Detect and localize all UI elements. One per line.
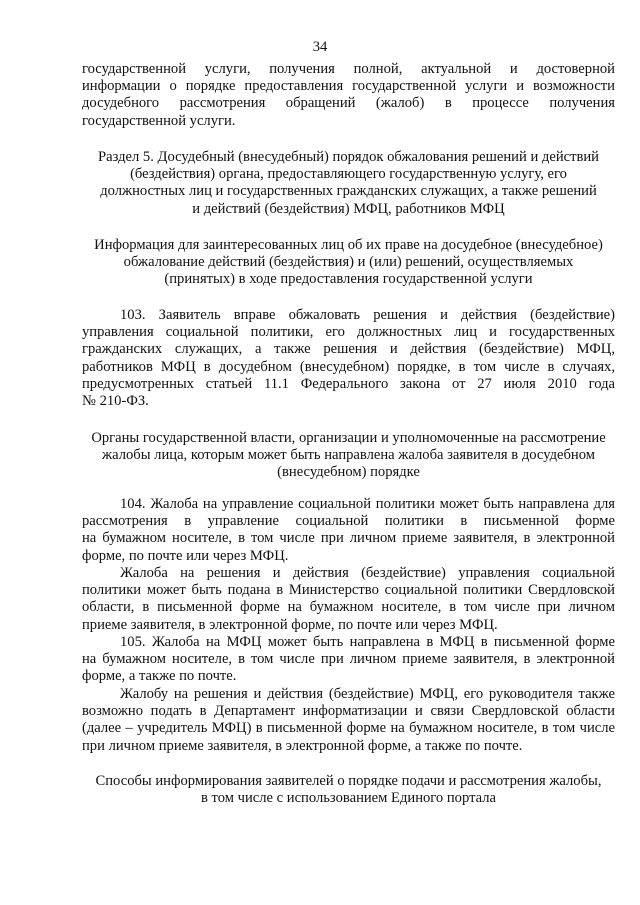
text-line: информации о порядке предоставления государственной услуги и возможности: [82, 78, 615, 95]
text-line: Жалобу на решения и действия (бездействие) МФЦ, его руководителя также: [120, 686, 615, 702]
heading-line: жалобы лица, которым может быть направлена жалоба заявителя в досудебном: [102, 447, 595, 464]
text-line: (далее – учредитель МФЦ) в письменной форме на бумажном носителе, в том числе: [82, 720, 615, 737]
text-line: политики может быть подана в Министерство социальной политики Свердловской: [82, 582, 615, 599]
heading-line: (внесудебном) порядке: [277, 464, 420, 481]
text-line: управления социальной политики, его должностных лиц и государственных: [82, 324, 615, 341]
text-line: гражданских служащих, а также решения и действия (бездействие) МФЦ,: [82, 341, 615, 358]
subsection-heading-bodies: [82, 430, 615, 482]
text-line: форме, а также по почте.: [82, 668, 237, 685]
heading-line: (бездействия) органа, предоставляющего государственную услугу, его: [130, 166, 567, 183]
heading-line: в том числе с использованием Единого портала: [200, 790, 497, 807]
text-line: на бумажном носителе, в том числе при личном приеме заявителя, в электронной: [82, 651, 615, 668]
heading-line: обжалование действий (бездействия) и (или) решений, осуществляемых: [123, 254, 574, 271]
text-line: 104. Жалоба на управление социальной политики может быть направлена для: [120, 496, 615, 512]
text-line: государственной услуги, получения полной, актуальной и достоверной: [82, 61, 615, 77]
heading-line: (принятых) в ходе предоставления государственной услуги: [164, 271, 533, 288]
paragraph-intro-continuation: [82, 61, 615, 130]
paragraph-104-continued: [82, 565, 615, 634]
text-line: приеме заявителя, в электронной форме, по почте или через МФЦ.: [82, 616, 498, 633]
text-line: предусмотренных статьей 11.1 Федерального закона от 27 июля 2010 года: [82, 375, 615, 392]
text-line: 105. Жалоба на МФЦ может быть направлена в МФЦ в письменной форме: [120, 634, 615, 650]
text-line: Жалоба на решения и действия (бездействие) управления социальной: [120, 565, 615, 581]
paragraph-105-continued: [82, 686, 615, 755]
text-line: области, в письменной форме на бумажном носителе, в том числе при личном: [82, 599, 615, 616]
paragraph-104: [82, 496, 615, 565]
text-line: работников МФЦ в досудебном (внесудебном) порядке, в том числе в случаях,: [82, 358, 615, 375]
text-line: форме, по почте или через МФЦ.: [82, 547, 289, 564]
text-line: государственной услуги.: [82, 112, 236, 129]
page-number: 34: [312, 39, 328, 55]
text-line: на бумажном носителе, в том числе при личном приеме заявителя, в электронной: [82, 530, 615, 547]
text-line: 103. Заявитель вправе обжаловать решения и действия (бездействие): [120, 307, 615, 323]
heading-line: должностных лиц и государственных гражданских служащих, а также решений: [100, 183, 597, 200]
subsection-heading-rights: [82, 237, 615, 289]
heading-line: Раздел 5. Досудебный (внесудебный) порядок обжалования решений и действий: [98, 149, 599, 165]
text-line: рассмотрения в управление социальной политики в письменной форме: [82, 513, 615, 530]
text-line: при личном приеме заявителя, в электронной форме, а также по почте.: [82, 737, 523, 754]
text-line: № 210-ФЗ.: [82, 393, 149, 410]
paragraph-103: [82, 307, 615, 410]
subsection-heading-informing: [82, 773, 615, 807]
text-line: досудебного рассмотрения обращений (жалоб) в процессе получения: [82, 95, 615, 112]
paragraph-105: [82, 634, 615, 686]
heading-line: Органы государственной власти, организации и уполномоченные на рассмотрение: [91, 430, 606, 446]
heading-line: и действий (бездействия) МФЦ, работников МФЦ: [192, 200, 505, 217]
heading-line: Способы информирования заявителей о порядке подачи и рассмотрения жалобы,: [95, 773, 602, 789]
heading-line: Информация для заинтересованных лиц об их праве на досудебное (внесудебное): [94, 237, 603, 253]
text-line: возможно подать в Департамент информатизации и связи Свердловской области: [82, 703, 615, 720]
section-heading: [82, 149, 615, 218]
